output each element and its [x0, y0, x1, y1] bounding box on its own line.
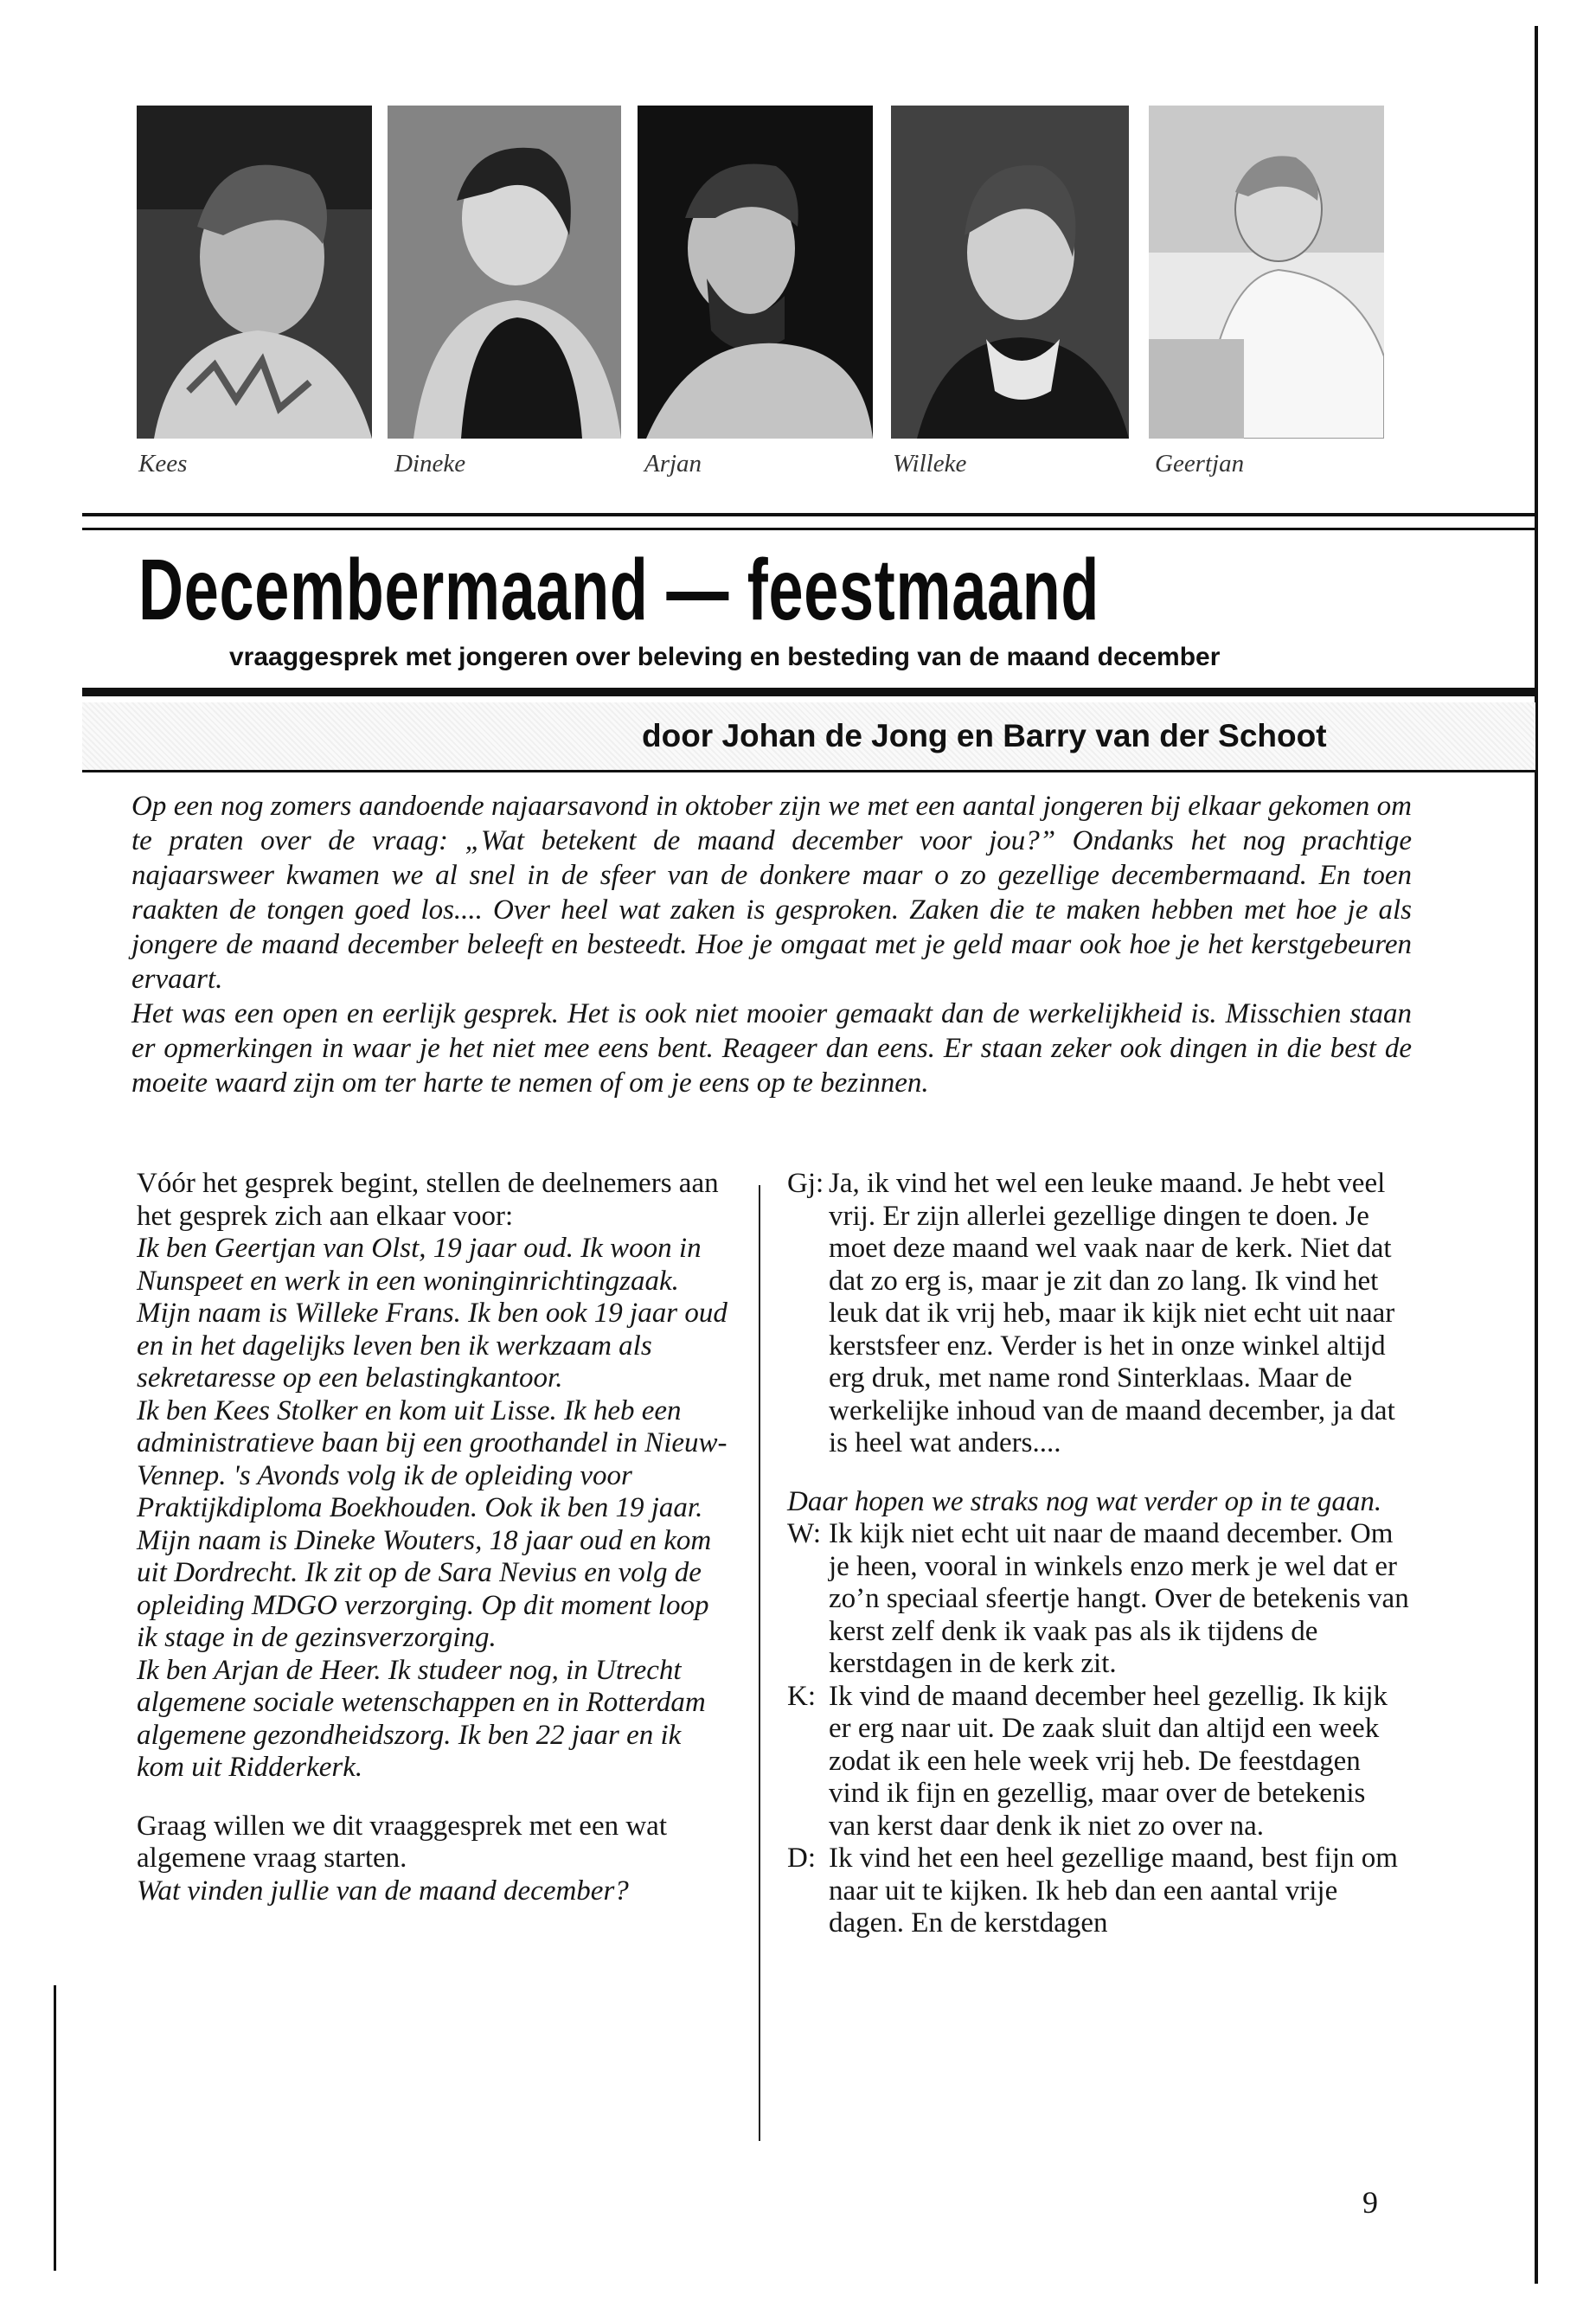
title-rule-top-thin: [82, 528, 1535, 530]
introduction-kees: Ik ben Kees Stolker en kom uit Lisse. Ik heb een administratieve baan bij een groothandel in Nieuw-Vennep. 's Avonds volg ik de opleiding voor Praktijkdiploma Boekhouden. Ook ik ben 19 jaar.: [137, 1394, 727, 1523]
opening-paragraph: Vóór het gesprek begint, stellen de deelnemers aan het gesprek zich aan elkaar voor:: [137, 1168, 719, 1232]
answer-text: Ik kijk niet echt uit naar de maand december. Om je heen, vooral in winkels enzo merk je wel dat er zo’n speciaal sfeertje hangt. Over de betekenis van kerst zelf denk ik vaak pas als ik tijdens de kerstdagen in de kerk zit.: [829, 1518, 1409, 1679]
answer-dineke: [787, 1843, 1410, 1940]
intro-paragraph: Het was een open en eerlijk gesprek. Het is ook niet mooier gemaakt dan de werkelijkheid is. Misschien staan er opmerkingen in waar je het niet mee eens bent. Reageer dan eens. Er staan zeker ook dingen in die best de moeite waard zijn om ter harte te nemen of om je eens op te bezinnen.: [131, 998, 1412, 1099]
interviewer-remark: Daar hopen we straks nog wat verder op in te gaan.: [787, 1485, 1382, 1517]
article-intro: [131, 789, 1412, 1100]
introduction-geertjan: Ik ben Geertjan van Olst, 19 jaar oud. Ik woon in Nunspeet en werk in een woninginrichtingzaak.: [137, 1233, 702, 1297]
answer-geertjan: [787, 1168, 1410, 1460]
photo-dineke: [388, 106, 621, 439]
answer-text: Ik vind de maand december heel gezellig. Ik kijk er erg naar uit. De zaak sluit dan altijd een week zodat ik een hele week vrij heb. De feestdagen vind ik fijn en gezellig, maar over de betekenis van kerst daar denk ik niet zo over na.: [829, 1680, 1388, 1842]
introduction-arjan: Ik ben Arjan de Heer. Ik studeer nog, in Utrecht algemene sociale wetenschappen en in Rotterdam algemene gezondheidszorg. Ik ben 22 jaar en ik kom uit Ridderkerk.: [137, 1654, 706, 1783]
article-subtitle: vraaggesprek met jongeren over beleving en besteding van de maand december: [229, 643, 1221, 671]
photo-willeke: [891, 106, 1129, 439]
question: Wat vinden jullie van de maand december?: [137, 1875, 629, 1907]
start-paragraph: Graag willen we dit vraaggesprek met een wat algemene vraag starten.: [137, 1810, 667, 1874]
photo-caption-kees: Kees: [138, 450, 188, 478]
column-divider: [759, 1185, 760, 2141]
photo-caption-geertjan: Geertjan: [1155, 450, 1245, 478]
photo-caption-arjan: Arjan: [644, 450, 702, 478]
photo-kees: [137, 106, 372, 439]
speaker-label: W:: [787, 1518, 822, 1549]
title-rule-bottom: [82, 688, 1535, 696]
left-column: [137, 1168, 734, 1907]
byline-rule: [82, 770, 1535, 772]
speaker-label: D:: [787, 1843, 816, 1874]
title-rule-top: [82, 513, 1535, 516]
page-number: 9: [1362, 2185, 1378, 2220]
answer-text: Ik vind het een heel gezellige maand, best fijn om naar uit te kijken. Ik heb dan een aantal vrije dagen. En de kerstdagen: [829, 1843, 1398, 1939]
introduction-dineke: Mijn naam is Dineke Wouters, 18 jaar oud en kom uit Dordrecht. Ik zit op de Sara Nevius en volg de opleiding MDGO verzorging. Op dit moment loop ik stage in de gezinsverzorging.: [137, 1524, 712, 1653]
photo-arjan: [638, 106, 873, 439]
binding-line: [54, 1985, 56, 2271]
answer-kees: [787, 1681, 1410, 1843]
speaker-label: Gj:: [787, 1168, 824, 1199]
answer-text: Ja, ik vind het wel een leuke maand. Je hebt veel vrij. Er zijn allerlei gezellige dingen te doen. Je moet deze maand wel vaak naar de kerk. Niet dat dat zo erg is, maar je zit dan zo lang. Ik vind het leuk dat ik vrij heb, maar ik kijk niet echt uit naar kerstsfeer enz. Verder is het in onze winkel altijd erg druk, met name rond Sinterklaas. Maar de werkelijke inhoud van de maand december, ja dat is heel wat anders....: [829, 1168, 1395, 1458]
right-column: [787, 1168, 1410, 1940]
photo-geertjan: [1149, 106, 1384, 439]
article-title: Decembermaand — feestmaand: [138, 542, 1100, 638]
speaker-label: K:: [787, 1680, 816, 1712]
photo-caption-willeke: Willeke: [893, 450, 967, 478]
page-edge-line: [1535, 26, 1538, 2284]
introduction-willeke: Mijn naam is Willeke Frans. Ik ben ook 19 jaar oud en in het dagelijks leven ben ik werkzaam als sekretaresse op een belastingkantoor.: [137, 1298, 727, 1394]
photo-caption-dineke: Dineke: [394, 450, 466, 478]
answer-willeke: [787, 1518, 1410, 1681]
article-byline: door Johan de Jong en Barry van der Schoot: [642, 718, 1327, 753]
intro-paragraph: Op een nog zomers aandoende najaarsavond in oktober zijn we met een aantal jongeren bij elkaar gekomen om te praten over de vraag: „Wat betekent de maand december voor jou?” Ondanks het nog prachtige najaarsweer kwamen we al snel in de sfeer van de donkere maar o zo gezellige decembermaand. En toen raakten de tongen goed los.... Over heel wat zaken is gesproken. Zaken die te maken hebben met hoe je als jongere de maand december beleeft en besteedt. Hoe je omgaat met je geld maar ook hoe je het kerstgebeuren ervaart.: [131, 791, 1412, 995]
